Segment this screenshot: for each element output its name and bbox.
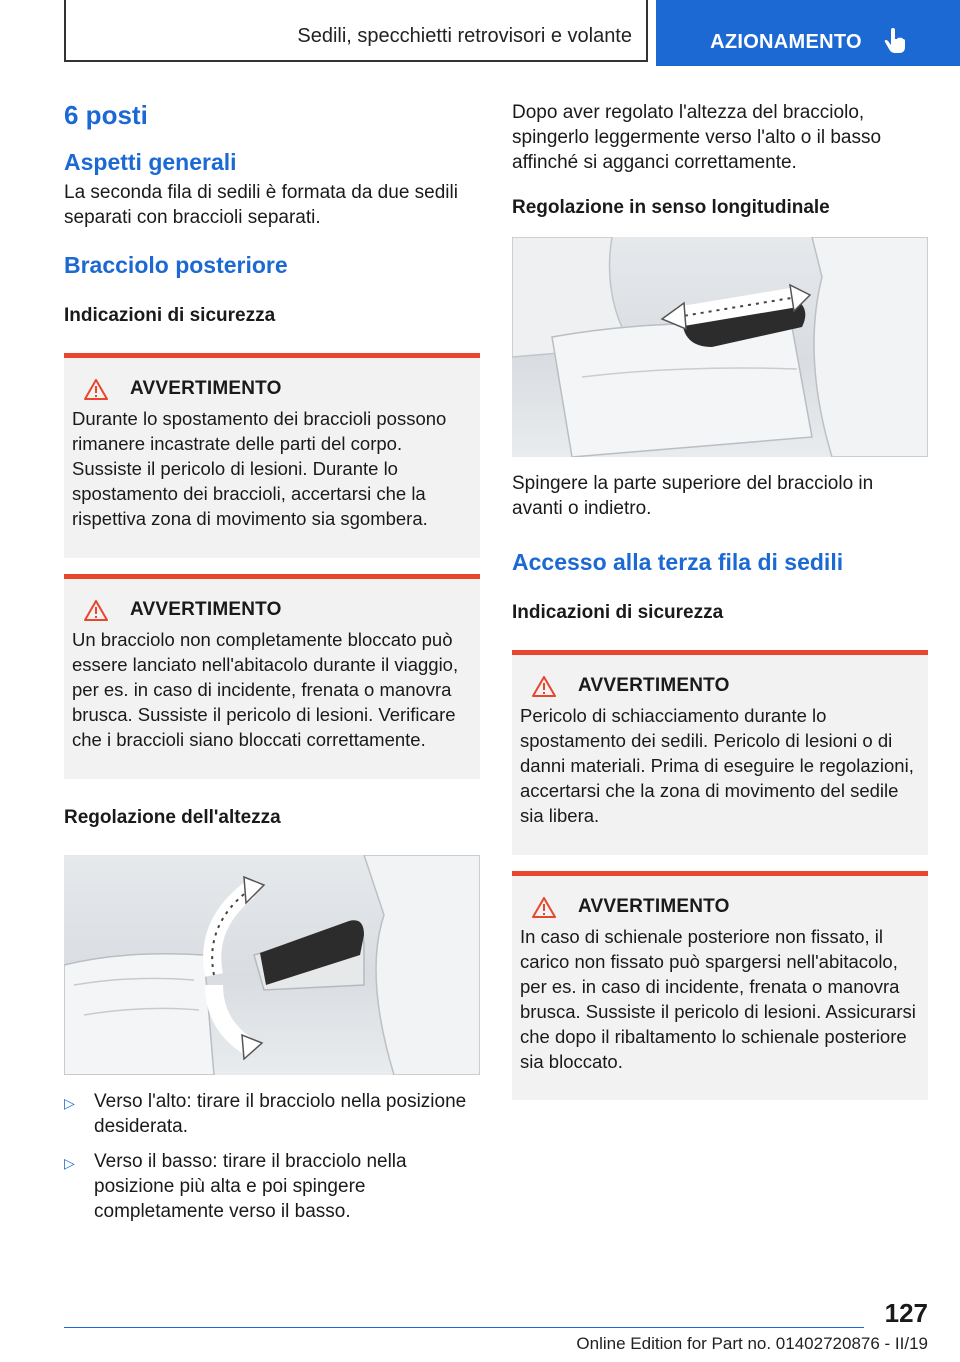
warning-title: AVVERTIMENTO xyxy=(578,896,730,917)
armrest-heading: Bracciolo posteriore xyxy=(64,252,288,278)
warning-box xyxy=(512,871,928,1100)
height-instructions xyxy=(64,1089,480,1224)
list-item-text: Verso l'alto: tirare il bracciolo nella posizione desiderata. xyxy=(94,1091,467,1137)
safety-heading: Indicazioni di sicurezza xyxy=(64,305,276,326)
warning-triangle-icon xyxy=(532,676,556,697)
edition-note: Online Edition for Part no. 01402720876 - II/19 xyxy=(576,1334,928,1353)
warning-triangle-icon xyxy=(84,379,108,400)
list-item xyxy=(64,1149,480,1224)
page-title: 6 posti xyxy=(64,100,148,130)
warning-text: Un bracciolo non completamente bloccato può essere lanciato nell'abitacolo durante il viaggio, per es. in caso di incidente, frenata o manovra brusca. Sussiste il pericolo di lesioni. Verificare che i braccioli siano bloccati correttamente. xyxy=(72,629,459,750)
warning-text: Pericolo di schiacciamento durante lo spostamento dei sedili. Pericolo di lesioni o di danni materiali. Prima di eseguire le regolazioni, accertarsi che la zona di movimento del sedile sia libera. xyxy=(520,705,914,826)
triangle-bullet-icon: ▷ xyxy=(64,1095,75,1111)
page-number: 127 xyxy=(884,1298,928,1328)
armrest-height-illustration xyxy=(64,855,480,1075)
right-column xyxy=(512,100,928,1114)
warning-triangle-icon xyxy=(84,600,108,621)
list-item xyxy=(64,1089,480,1139)
page-header xyxy=(64,0,960,66)
warning-title: AVVERTIMENTO xyxy=(578,675,730,696)
warning-box xyxy=(64,353,480,558)
chapter-tab-label: AZIONAMENTO xyxy=(710,31,862,53)
general-heading: Aspetti generali xyxy=(64,149,237,175)
warning-title: AVVERTIMENTO xyxy=(130,378,282,399)
general-text: La seconda fila di sedili è formata da due sedili separati con braccioli separati. xyxy=(64,182,458,228)
warning-box xyxy=(64,574,480,779)
hand-pointer-icon xyxy=(884,28,906,54)
warning-box xyxy=(512,650,928,855)
height-heading: Regolazione dell'altezza xyxy=(64,807,281,828)
footer-divider xyxy=(64,1327,864,1328)
left-column xyxy=(64,100,480,1234)
triangle-bullet-icon: ▷ xyxy=(64,1155,75,1171)
intro-text: Dopo aver regolato l'altezza del bracciolo, spingerlo leggermente verso l'alto o il basso affinché si agganci correttamente. xyxy=(512,102,882,173)
warning-title: AVVERTIMENTO xyxy=(130,599,282,620)
warning-text: Durante lo spostamento dei braccioli possono rimanere incastrate delle parti del corpo. Sussiste il pericolo di lesioni. Durante lo spostamento dei braccioli, accertarsi che la rispettiva zona di movimento sia sgombera. xyxy=(72,408,447,529)
longitudinal-heading: Regolazione in senso longitudinale xyxy=(512,197,830,218)
list-item-text: Verso il basso: tirare il bracciolo nella posizione più alta e poi spingere completamente verso il basso. xyxy=(94,1151,407,1222)
armrest-longitudinal-illustration xyxy=(512,237,928,457)
warning-triangle-icon xyxy=(532,897,556,918)
section-title: Sedili, specchietti retrovisori e volante xyxy=(64,0,648,62)
safety-heading: Indicazioni di sicurezza xyxy=(512,602,724,623)
third-row-heading: Accesso alla terza fila di sedili xyxy=(512,549,844,575)
longitudinal-text: Spingere la parte superiore del bracciolo in avanti o indietro. xyxy=(512,473,874,519)
chapter-tab[interactable] xyxy=(656,0,960,66)
warning-text: In caso di schienale posteriore non fissato, il carico non fissato può spargersi nell'abitacolo, per es. in caso di incidente, frenata o manovra brusca. Sussiste il pericolo di lesioni. Assicurarsi che dopo il ribaltamento lo schienale posteriore sia bloccato. xyxy=(520,926,916,1072)
